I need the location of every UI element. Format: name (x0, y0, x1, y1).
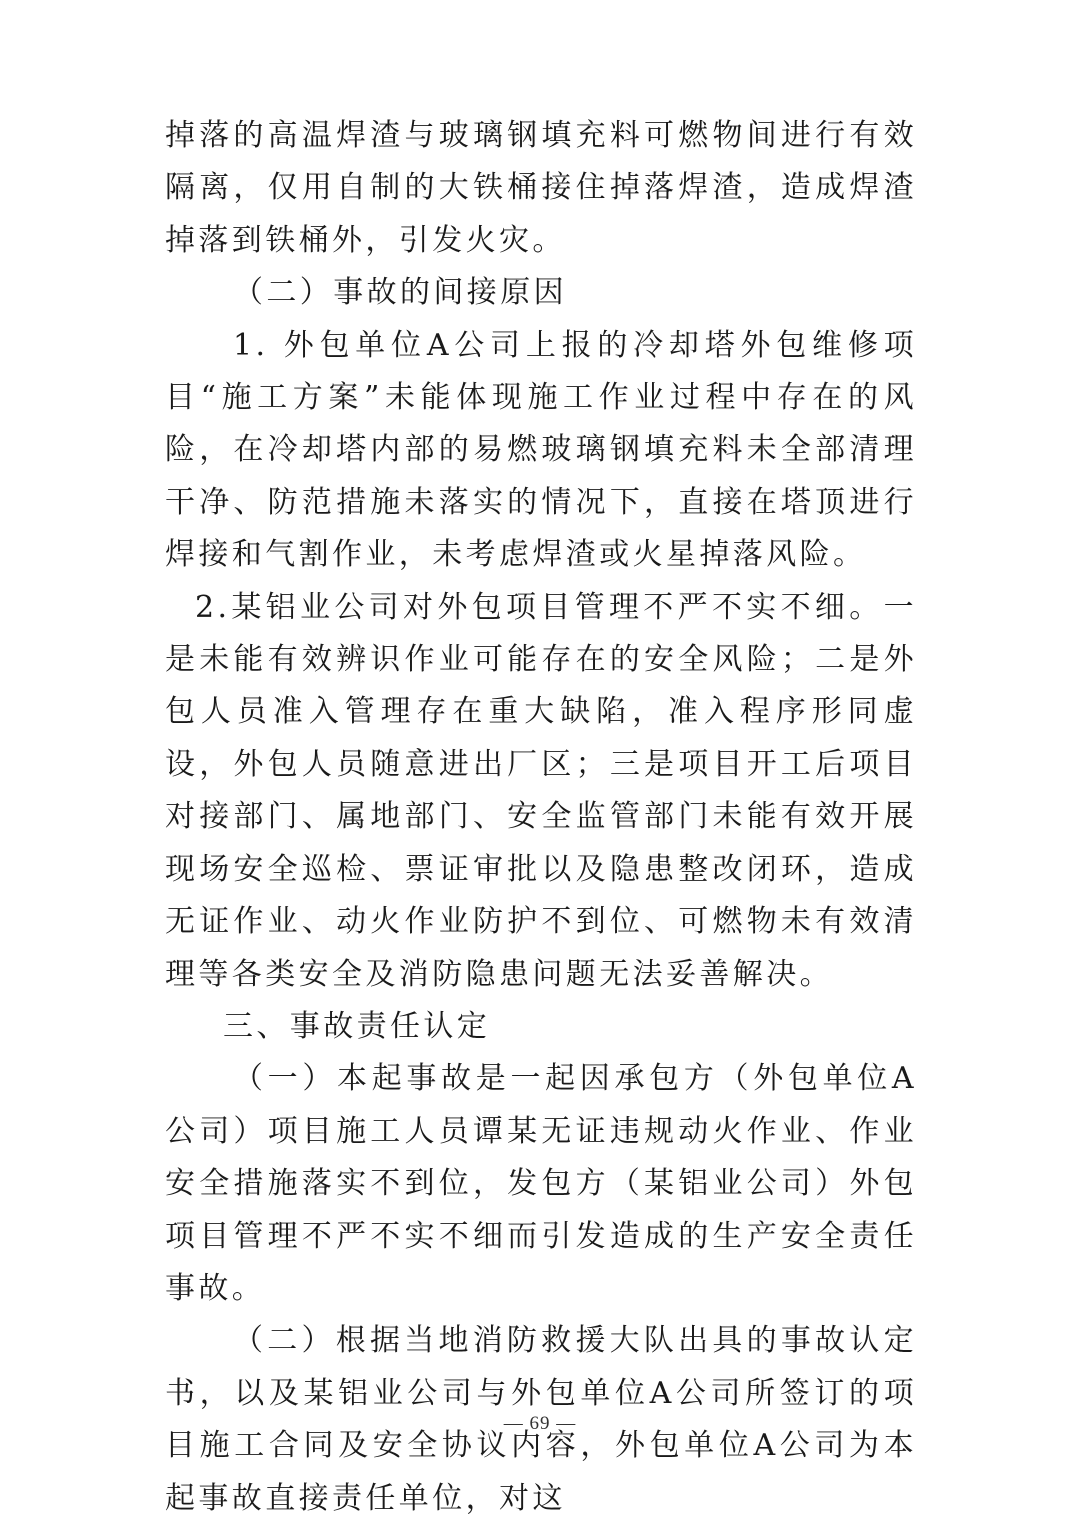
paragraph-responsibility-2: （二）根据当地消防救援大队出具的事故认定书，以及某铝业公司与外包单位A公司所签订的项目施工合同及安全协议内容，外包单位A公司为本起事故直接责任单位，对这 (165, 1323, 917, 1516)
page-number: — 69 — (503, 1413, 577, 1434)
document-body (165, 110, 917, 1525)
paragraph-direct-cause-continued: 掉落的高温焊渣与玻璃钢填充料可燃物间进行有效隔离，仅用自制的大铁桶接住掉落焊渣，造成焊渣掉落到铁桶外，引发火灾。 (165, 118, 917, 258)
paragraph-responsibility-1: （一）本起事故是一起因承包方（外包单位A公司）项目施工人员谭某无证违规动火作业、作业安全措施落实不到位，发包方（某铝业公司）外包项目管理不严不实不细而引发造成的生产安全责任事故。 (165, 1061, 917, 1306)
paragraph-indirect-cause-1: 1. 外包单位A公司上报的冷却塔外包维修项目“施工方案”未能体现施工作业过程中存在的风险，在冷却塔内部的易燃玻璃钢填充料未全部清理干净、防范措施未落实的情况下，直接在塔顶进行焊接和气割作业，未考虑焊渣或火星掉落风险。 (165, 327, 917, 573)
paragraph-indirect-cause-2: 2.某铝业公司对外包项目管理不严不实不细。一是未能有效辨识作业可能存在的安全风险；二是外包人员准入管理存在重大缺陷，准入程序形同虚设，外包人员随意进出厂区；三是项目开工后项目对接部门、属地部门、安全监管部门未能有效开展现场安全巡检、票证审批以及隐患整改闭环，造成无证作业、动火作业防护不到位、可燃物未有效清理等各类安全及消防隐患问题无法妥善解决。 (165, 589, 917, 992)
section-heading-responsibility: 三、事故责任认定 (223, 1008, 491, 1044)
section-heading-indirect-causes: （二）事故的间接原因 (233, 275, 567, 311)
